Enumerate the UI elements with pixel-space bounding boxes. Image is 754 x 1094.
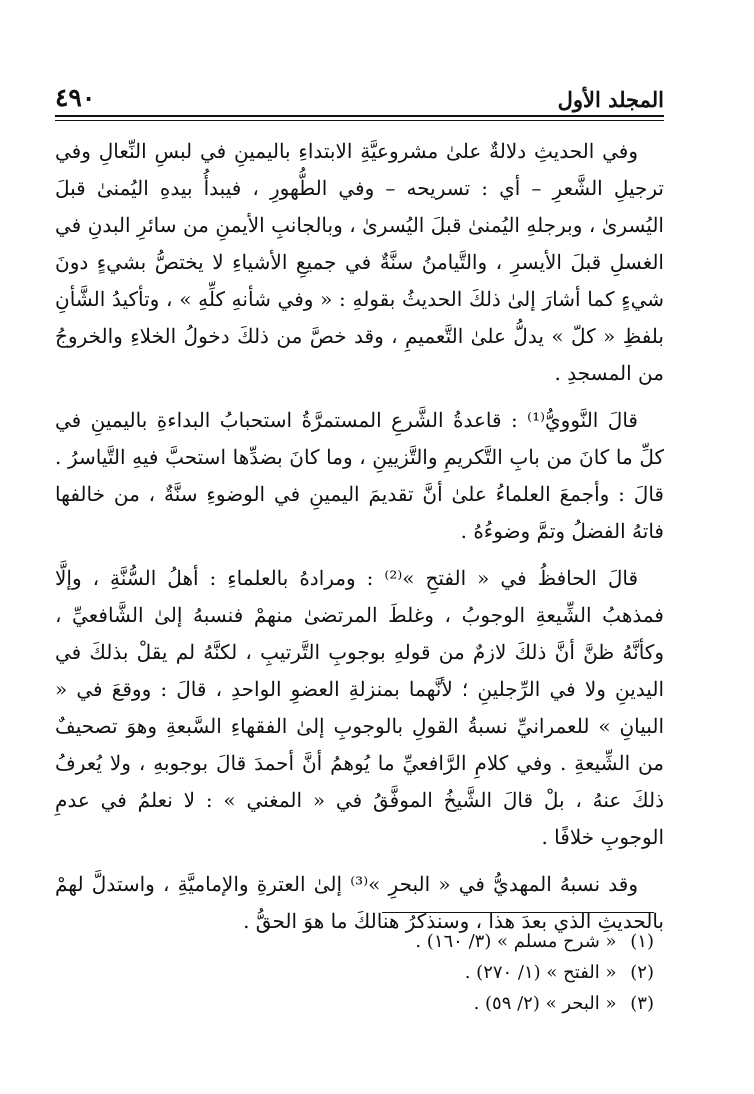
main-text [55,133,664,940]
footnote-text: « الفتح » (١/ ٢٧٠) . [464,962,617,983]
footnotes [55,926,654,1019]
page-header [55,70,664,110]
footnote [55,926,654,957]
footnote-number: (١) [630,931,654,952]
footnote [55,988,654,1019]
footnote-number: (٢) [630,962,654,983]
page-number: ٤٩٠ [55,83,96,112]
paragraph: قالَ النَّوويُّ⁽¹⁾ : قاعدةُ الشَّرعِ المستمرَّةُ استحبابُ البداءةِ باليمينِ في كلِّ ما كانَ من بابِ التَّكريمِ والتَّزيينِ ، وما كانَ بضدِّها استحبَّ فيهِ التَّياسرُ . قالَ : وأجمعَ العلماءُ علىٰ أنَّ تقديمَ اليمينِ في الوضوءِ سنَّةٌ ، من خالفها فاتهُ الفضلُ وتمَّ وضوءُهُ . [55,408,664,543]
paragraph: وقد نسبهُ المهديُّ في « البحرِ »⁽³⁾ إلىٰ العترةِ والإماميَّةِ ، واستدلَّ لهمْ بالحديثِ الذي بعدَ هذا ، وسنذكرُ هنالكَ ما هوَ الحقُّ . [55,872,664,933]
footnote-number: (٣) [630,993,654,1014]
footnote-text: « شرح مسلم » (٣/ ١٦٠) . [415,931,617,952]
header-rule-thin [55,120,664,121]
footnote-text: « البحر » (٢/ ٥٩) . [473,993,617,1014]
volume-title: المجلد الأول [557,87,664,112]
footnote-separator [382,912,654,913]
header-rule-thick [55,115,664,117]
footnote [55,957,654,988]
paragraph: وفي الحديثِ دلالةٌ علىٰ مشروعيَّةِ الابتداءِ باليمينِ في لبسِ النِّعالِ وفي ترجيلِ الشَّعرِ – أي : تسريحه – وفي الطُّهورِ ، فيبدأُ بيدهِ اليُمنىٰ قبلَ اليُسرىٰ ، وبرجلهِ اليُمنىٰ قبلَ اليُسرىٰ ، وبالجانبِ الأيمنِ من سائرِ البدنِ في الغسلِ قبلَ الأيسرِ ، والتَّيامنُ سنَّةٌ في جميعِ الأشياءِ لا يختصُّ بشيءٍ دونَ شيءٍ كما أشارَ إلىٰ ذلكَ الحديثُ بقولهِ : « وفي شأنهِ كلِّهِ » ، وتأكيدُ الشَّأنِ بلفظِ « كلّ » يدلُّ علىٰ التَّعميمِ ، وقد خصَّ من ذلكَ دخولُ الخلاءِ والخروجُ من المسجدِ . [55,139,664,385]
paragraph: قالَ الحافظُ في « الفتحِ »⁽²⁾ : ومرادهُ بالعلماءِ : أهلُ السُّنَّةِ ، وإلَّا فمذهبُ الشِّيعةِ الوجوبُ ، وغلطَ المرتضىٰ منهمْ فنسبهُ إلىٰ الشَّافعيِّ ، وكأنَّهُ ظنَّ أنَّ ذلكَ لازمٌ من قولهِ بوجوبِ التَّرتيبِ ، لكنَّهُ لم يقلْ بذلكَ في اليدينِ ولا في الرِّجلينِ ؛ لأنَّهما بمنزلةِ العضوِ الواحدِ ، قالَ : ووقعَ في « البيانِ » للعمرانيِّ نسبةُ القولِ بالوجوبِ إلىٰ الفقهاءِ السَّبعةِ وهوَ تصحيفٌ من الشِّيعةِ . وفي كلامِ الرَّافعيِّ ما يُوهمُ أنَّ أحمدَ قالَ بوجوبهِ ، ولا يُعرفُ ذلكَ عنهُ ، بلْ قالَ الشَّيخُ الموفَّقُ في « المغني » : لا نعلمُ في عدمِ الوجوبِ خلافًا . [55,566,664,849]
